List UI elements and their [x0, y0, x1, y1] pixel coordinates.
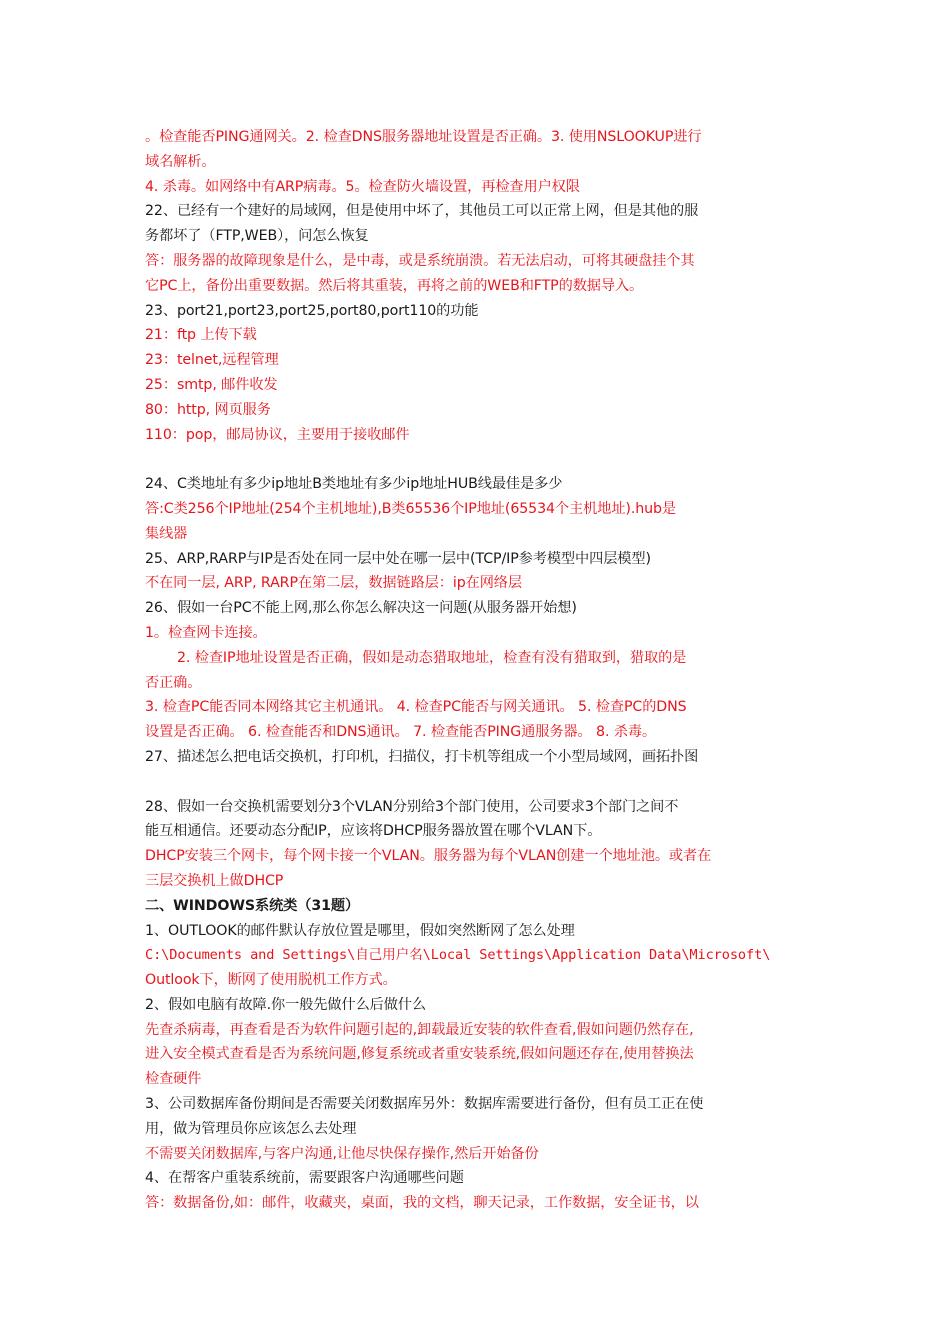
question-line: 用，做为管理员你应该怎么去处理 [145, 1120, 357, 1137]
answer-line: 不在同一层, ARP, RARP在第二层，数据链路层：ip在网络层 [145, 575, 522, 592]
answer-line: 23：telnet,远程管理 [145, 352, 279, 369]
question-line: 3、公司数据库备份期间是否需要关闭数据库另外：数据库需要进行备份，但有员工正在使 [145, 1096, 704, 1113]
answer-line: 25：smtp, 邮件收发 [145, 376, 278, 393]
answer-line: 110：pop，邮局协议，主要用于接收邮件 [145, 426, 410, 443]
answer-line: 。检查能否PING通网关。2. 检查DNS服务器地址设置是否正确。3. 使用NSLOOKUP进行 [145, 129, 702, 145]
answer-line: 答：服务器的故障现象是什么，是中毒，或是系统崩溃。若无法启动，可将其硬盘挂个其 [145, 252, 695, 269]
question-line: 24、C类地址有多少ip地址B类地址有多少ip地址HUB线最佳是多少 [145, 476, 563, 493]
question-line: 1、OUTLOOK的邮件默认存放位置是哪里，假如突然断网了怎么处理 [145, 922, 575, 939]
question-line: 2、假如电脑有故障.你一般先做什么后做什么 [145, 996, 427, 1013]
answer-line: 进入安全模式查看是否为系统问题,修复系统或者重安装系统,假如问题还存在,使用替换法 [145, 1046, 694, 1063]
question-line: 27、描述怎么把电话交换机，打印机，扫描仪，打卡机等组成一个小型局域网，画拓扑图 [145, 748, 699, 765]
answer-line: 80：http, 网页服务 [145, 401, 271, 418]
answer-line: 否正确。 [145, 674, 202, 691]
question-line: 25、ARP,RARP与IP是否处在同一层中处在哪一层中(TCP/IP参考模型中四层模型) [145, 550, 651, 567]
question-line: 能互相通信。还要动态分配IP，应该将DHCP服务器放置在哪个VLAN下。 [145, 823, 602, 840]
answer-line: 三层交换机上做DHCP [145, 872, 284, 889]
answer-line: 设置是否正确。 6. 检查能否和DNS通讯。 7. 检查能否PING通服务器。 8. 杀毒。 [145, 724, 657, 741]
answer-line: 3. 检查PC能否同本网络其它主机通讯。 4. 检查PC能否与网关通讯。 5. 检查PC的DNS [145, 699, 687, 716]
blank-line [145, 770, 810, 795]
answer-line: 4. 杀毒。如网络中有ARP病毒。5。检查防火墙设置，再检查用户权限 [145, 178, 580, 195]
answer-line: 集线器 [145, 525, 188, 542]
answer-line: 它PC上，备份出重要数据。然后将其重装，再将之前的WEB和FTP的数据导入。 [145, 277, 644, 294]
answer-line: 域名解析。 [145, 153, 216, 170]
answer-line: 答：数据备份,如：邮件，收藏夹，桌面，我的文档，聊天记录，工作数据，安全证书，以 [145, 1195, 699, 1212]
answer-line: DHCP安装三个网卡，每个网卡接一个VLAN。服务器为每个VLAN创建一个地址池。或者在 [145, 848, 712, 865]
answer-line: Outlook下，断网了使用脱机工作方式。 [145, 972, 397, 989]
section-heading: 二、WINDOWS系统类（31题） [145, 897, 360, 914]
question-line: 26、假如一台PC不能上网,那么你怎么解决这一问题(从服务器开始想) [145, 600, 577, 617]
question-line: 23、port21,port23,port25,port80,port110的功能 [145, 302, 479, 319]
answer-line: 1。检查网卡连接。 [145, 624, 267, 641]
question-line: 务都坏了（FTP,WEB），问怎么恢复 [145, 228, 369, 245]
answer-line: 检查硬件 [145, 1071, 202, 1088]
answer-line: 2. 检查IP地址设置是否正确，假如是动态猎取地址，检查有没有猎取到，猎取的是 [177, 649, 687, 666]
answer-line: 不需要关闭数据库,与客户沟通,让他尽快保存操作,然后开始备份 [145, 1145, 539, 1162]
question-line: 28、假如一台交换机需要划分3个VLAN分别给3个部门使用，公司要求3个部门之间不 [145, 798, 679, 815]
question-line: 4、在帮客户重装系统前，需要跟客户沟通哪些问题 [145, 1170, 464, 1187]
question-line: 22、已经有一个建好的局域网，但是使用中坏了，其他员工可以正常上网，但是其他的服 [145, 203, 699, 220]
answer-line: 21：ftp 上传下载 [145, 327, 257, 344]
blank-line [145, 447, 810, 472]
answer-line: 答:C类256个IP地址(254个主机地址),B类65536个IP地址(65534个主机地址).hub是 [145, 500, 677, 517]
document-body [145, 125, 810, 1216]
answer-line: 先查杀病毒，再查看是否为软件问题引起的,卸载最近安装的软件查看,假如问题仍然存在, [145, 1021, 694, 1038]
answer-path-line: C:\Documents and Settings\自己用户名\Local Settings\Application Data\Microsoft\ [145, 947, 771, 964]
